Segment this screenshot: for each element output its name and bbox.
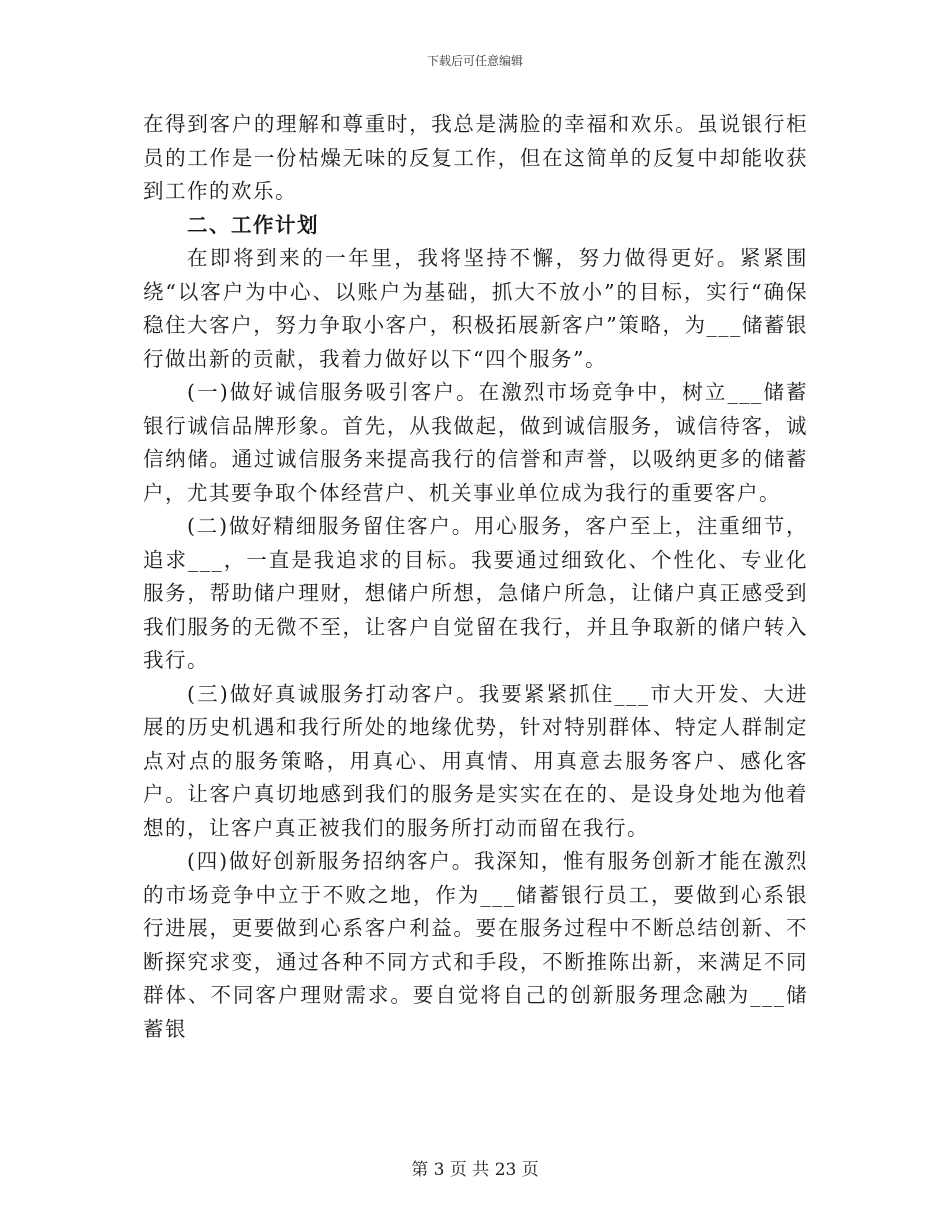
paragraph-1: 在得到客户的理解和尊重时，我总是满脸的幸福和欢乐。虽说银行柜员的工作是一份枯燥无味的反复工作，但在这简单的反复中却能收获到工作的欢乐。 [143, 112, 808, 203]
document-body [143, 108, 808, 1046]
list-item-4: (四)做好创新服务招纳客户。我深知，惟有服务创新才能在激烈的市场竞争中立于不败之地，作为___储蓄银行员工，要做到心系银行进展，更要做到心系客户利益。要在服务过程中不断总结创新、不断探究求变，通过各种不同方式和手段，不断推陈出新，来满足不同群体、不同客户理财需求。要自觉将自己的创新服务理念融为___储蓄银 [143, 849, 808, 1041]
list-item-3: (三)做好真诚服务打动客户。我要紧紧抓住___市大开发、大进展的历史机遇和我行所处的地缘优势，针对特别群体、特定人群制定点对点的服务策略，用真心、用真情、用真意去服务客户、感化客户。让客户真切地感到我们的服务是实实在在的、是设身处地为他着想的，让客户真正被我们的服务所打动而留在我行。 [143, 681, 808, 840]
list-item-1: (一)做好诚信服务吸引客户。在激烈市场竞争中，树立___储蓄银行诚信品牌形象。首先，从我做起，做到诚信服务，诚信待客，诚信纳储。通过诚信服务来提高我行的信誉和声誉，以吸纳更多的储蓄户，尤其要争取个体经营户、机关事业单位成为我行的重要客户。 [143, 380, 808, 505]
list-item-2: (二)做好精细服务留住客户。用心服务，客户至上，注重细节，追求___，一直是我追求的目标。我要通过细致化、个性化、专业化服务，帮助储户理财，想储户所想，急储户所急，让储户真正感受到我们服务的无微不至，让客户自觉留在我行，并且争取新的储户转入我行。 [143, 514, 808, 672]
page-number: 第 3 页 共 23 页 [411, 1160, 539, 1180]
page-header-note: 下载后可任意编辑 [426, 54, 523, 68]
section-heading: 二、工作计划 [187, 212, 319, 237]
paragraph-2: 在即将到来的一年里，我将坚持不懈，努力做得更好。紧紧围绕“以客户为中心、以账户为基础，抓大不放小”的目标，实行“确保稳住大客户，努力争取小客户，积极拓展新客户”策略，为___储蓄银行做出新的贡献，我着力做好以下“四个服务”。 [143, 246, 808, 371]
